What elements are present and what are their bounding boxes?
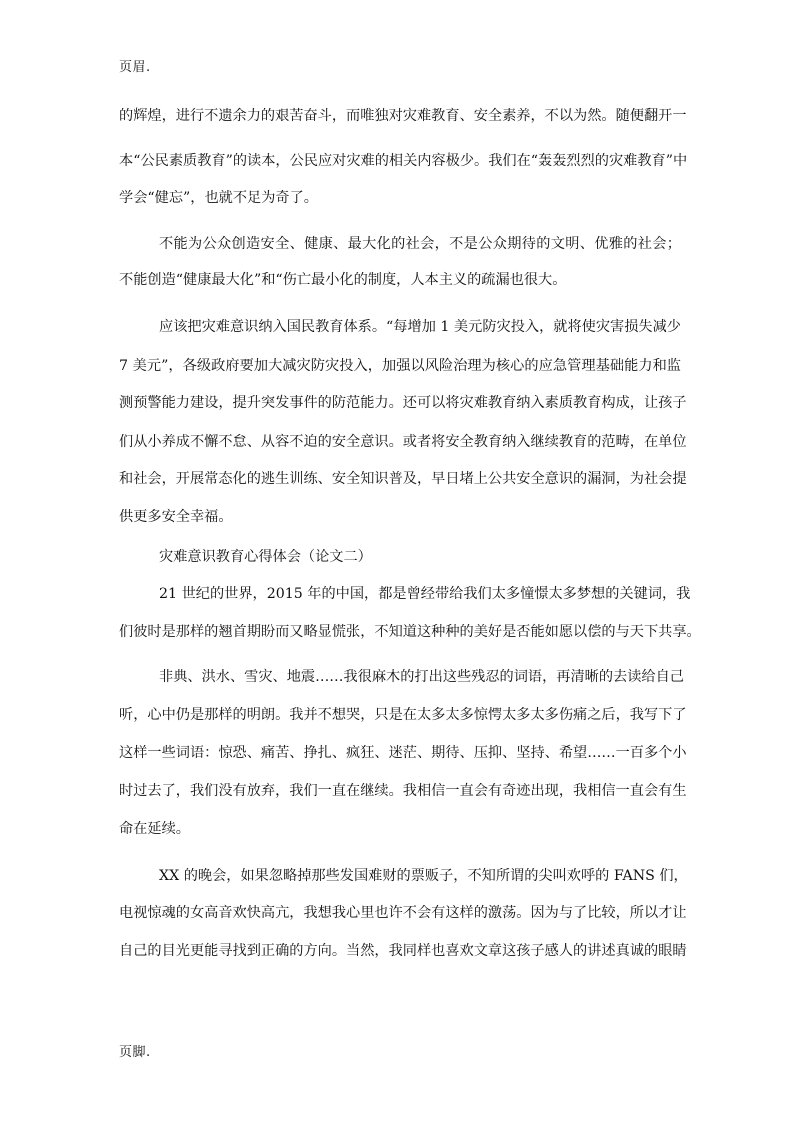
text-line: 供更多安全幸福。 bbox=[119, 509, 233, 525]
text-line: XX 的晚会，如果忽略掉那些发国难财的票贩子，不知所谓的尖叫欢呼的 FANS 们， bbox=[159, 868, 688, 884]
text-line: 7 美元”，各级政府要加大减灾防灾投入，加强以风险治理为核心的应急管理基础能力和监 bbox=[119, 358, 681, 374]
text-line: 非典、洪水、雪灾、地震……我很麻木的打出这些残忍的词语，再清晰的去读给自己 bbox=[159, 669, 684, 685]
text-line: 不能创造“健康最大化”和“伤亡最小化的制度，人本主义的疏漏也很大。 bbox=[119, 272, 567, 288]
text-line: 命在延续。 bbox=[119, 821, 190, 837]
text-line: 这样一些词语：惊恐、痛苦、挣扎、疯狂、迷茫、期待、压抑、坚持、希望……一百多个小 bbox=[119, 745, 687, 761]
text-line: 们从小养成不懈不怠、从容不迫的安全意识。或者将安全教育纳入继续教育的范畴，在单位 bbox=[119, 434, 687, 450]
text-line: 本“公民素质教育”的读本，公民应对灾难的相关内容极少。我们在“轰轰烈烈的灾难教育”中 bbox=[119, 153, 688, 169]
section-title: 灾难意识教育心得体会（论文二） bbox=[159, 549, 372, 565]
text-line: 学会“健忘”，也就不足为奇了。 bbox=[119, 190, 318, 206]
text-line: 的辉煌，进行不遗余力的艰苦奋斗，而唯独对灾难教育、安全素养，不以为然。随便翻开一 bbox=[119, 108, 687, 124]
text-line: 应该把灾难意识纳入国民教育体系。“每增加 1 美元防灾投入，就将使灾害损失减少 bbox=[159, 319, 681, 335]
text-line: 时过去了，我们没有放弃，我们一直在继续。我相信一直会有奇迹出现，我相信一直会有生 bbox=[119, 783, 687, 799]
page-footer: 页脚. bbox=[119, 1045, 151, 1060]
text-line: 自己的目光更能寻找到正确的方向。当然，我同样也喜欢文章这孩子感人的讲述真诚的眼睛 bbox=[119, 943, 687, 959]
text-line: 电视惊魂的女高音欢快高亢，我想我心里也许不会有这样的激荡。因为与了比较，所以才让 bbox=[119, 905, 687, 921]
text-line: 们彼时是那样的翘首期盼而又略显慌张，不知道这种种的美好是否能如愿以偿的与天下共享。 bbox=[119, 624, 701, 640]
page-header: 页眉. bbox=[119, 60, 151, 75]
text-line: 测预警能力建设，提升突发事件的防范能力。还可以将灾难教育纳入素质教育构成，让孩子 bbox=[119, 395, 687, 411]
text-line: 不能为公众创造安全、健康、最大化的社会，不是公众期待的文明、优雅的社会； bbox=[159, 236, 681, 252]
text-line: 21 世纪的世界，2015 年的中国，都是曾经带给我们太多憧憬太多梦想的关键词，我 bbox=[159, 586, 691, 602]
text-line: 和社会，开展常态化的逃生训练、安全知识普及，早日堵上公共安全意识的漏洞，为社会提 bbox=[119, 471, 687, 487]
text-line: 听，心中仍是那样的明朗。我并不想哭，只是在太多太多惊愕太多太多伤痛之后，我写下了 bbox=[119, 707, 687, 723]
